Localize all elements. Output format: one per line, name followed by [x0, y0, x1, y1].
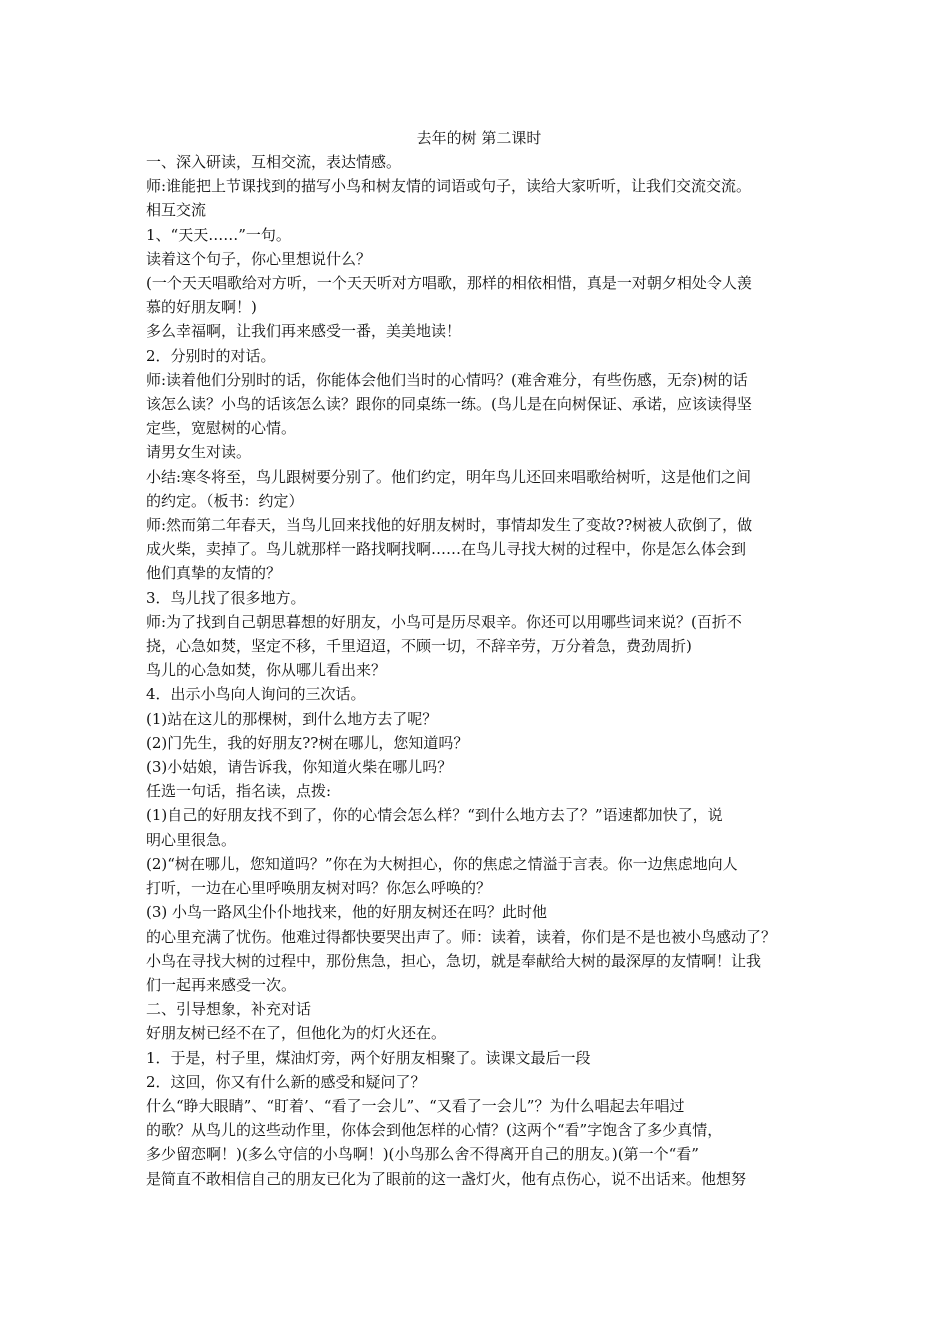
- text-line: 相互交流: [146, 201, 207, 220]
- text-line: 小结:寒冬将至，鸟儿跟树要分别了。他们约定，明年鸟儿还回来唱歌给树听，这是他们之间: [146, 467, 752, 486]
- text-line: 的心里充满了忧伤。他难过得都快要哭出声了。师：读着，读着，你们是不是也被小鸟感动了？: [146, 927, 777, 946]
- text-line: 定些，宽慰树的心情。: [146, 419, 297, 438]
- text-line: (3)小姑娘，请告诉我，你知道火柴在哪儿吗？: [146, 758, 453, 777]
- text-line: 的歌？从鸟儿的这些动作里，你体会到他怎样的心情？(这两个“看”字饱含了多少真情，: [146, 1121, 723, 1140]
- text-line: 小鸟在寻找大树的过程中，那份焦急，担心，急切，就是奉献给大树的最深厚的友情啊！让我: [146, 951, 762, 970]
- text-line: 多少留恋啊！)(多么守信的小鸟啊！)(小鸟那么舍不得离开自己的朋友。)(第一个“看”: [146, 1145, 699, 1164]
- text-line: 们一起再来感受一次。: [146, 975, 297, 994]
- text-line: (2)门先生，我的好朋友??树在哪儿，您知道吗？: [146, 733, 469, 752]
- text-line: (1)站在这儿的那棵树，到什么地方去了呢？: [146, 709, 438, 728]
- text-line: 好朋友树已经不在了，但他化为的灯火还在。: [146, 1024, 447, 1043]
- text-line: 1、“天天……”一句。: [146, 225, 291, 244]
- text-line: (1)自己的好朋友找不到了，你的心情会怎么样？“到什么地方去了？”语速都加快了，说: [146, 806, 723, 825]
- text-line: (3) 小鸟一路风尘仆仆地找来，他的好朋友树还在吗？此时他: [146, 903, 548, 922]
- text-line: 该怎么读？小鸟的话该怎么读？跟你的同桌练一练。(鸟儿是在向树保证、承诺，应该读得坚: [146, 395, 752, 414]
- text-line: 4．出示小鸟向人询问的三次话。: [146, 685, 366, 704]
- text-line: 2．这回，你又有什么新的感受和疑问了？: [146, 1072, 426, 1091]
- text-line: 师:读着他们分别时的话，你能体会他们当时的心情吗？(难舍难分，有些伤感，无奈)树的话: [146, 370, 748, 389]
- document-body: [146, 150, 812, 1191]
- document-page: [146, 126, 812, 1191]
- text-line: 3．鸟儿找了很多地方。: [146, 588, 306, 607]
- text-line: 明心里很急。: [146, 830, 237, 849]
- text-line: 打听，一边在心里呼唤朋友树对吗？你怎么呼唤的？: [146, 879, 492, 898]
- text-line: 挠，心急如焚，坚定不移，千里迢迢，不顾一切，不辞辛劳，万分着急，费劲周折): [146, 637, 692, 656]
- text-line: (一个天天唱歌给对方听，一个天天听对方唱歌，那样的相依相惜，真是一对朝夕相处令人羡: [146, 274, 752, 293]
- text-line: 师:谁能把上节课找到的描写小鸟和树友情的词语或句子，读给大家听听，让我们交流交流。: [146, 177, 752, 196]
- text-line: (2)“树在哪儿，您知道吗？”你在为大树担心，你的焦虑之情溢于言表。你一边焦虑地向人: [146, 854, 738, 873]
- text-line: 是简直不敢相信自己的朋友已化为了眼前的这一盏灯火，他有点伤心，说不出话来。他想努: [146, 1169, 747, 1188]
- text-line: 成火柴，卖掉了。鸟儿就那样一路找啊找啊……在鸟儿寻找大树的过程中，你是怎么体会到: [146, 540, 747, 559]
- text-line: 鸟儿的心急如焚，你从哪儿看出来？: [146, 661, 387, 680]
- text-line: 一、深入研读，互相交流，表达情感。: [146, 153, 402, 171]
- text-line: 二、引导想象，补充对话: [146, 1000, 312, 1019]
- text-line: 他们真挚的友情的？: [146, 564, 282, 583]
- text-line: 请男女生对读。: [146, 443, 252, 462]
- text-line: 1．于是，村子里，煤油灯旁，两个好朋友相聚了。读课文最后一段: [146, 1048, 591, 1067]
- text-line: 师:然而第二年春天，当鸟儿回来找他的好朋友树时，事情却发生了变故??树被人砍倒了，做: [146, 516, 753, 535]
- text-line: 师:为了找到自己朝思暮想的好朋友，小鸟可是历尽艰辛。你还可以用哪些词来说？(百折不: [146, 612, 742, 631]
- text-line: 任选一句话，指名读，点拨:: [146, 782, 332, 801]
- text-line: 2．分别时的对话。: [146, 346, 276, 365]
- text-line: 的约定。（板书：约定）: [146, 491, 304, 510]
- document-title: 去年的树 第二课时: [416, 129, 542, 147]
- text-line: 多么幸福啊，让我们再来感受一番，美美地读！: [146, 322, 462, 341]
- text-line: 什么“睁大眼睛”、“盯着’、“看了一会儿”、“又看了一会儿”？为什么唱起去年唱过: [146, 1096, 685, 1115]
- text-line: 读着这个句子，你心里想说什么？: [146, 249, 372, 268]
- text-line: 慕的好朋友啊！): [146, 298, 257, 317]
